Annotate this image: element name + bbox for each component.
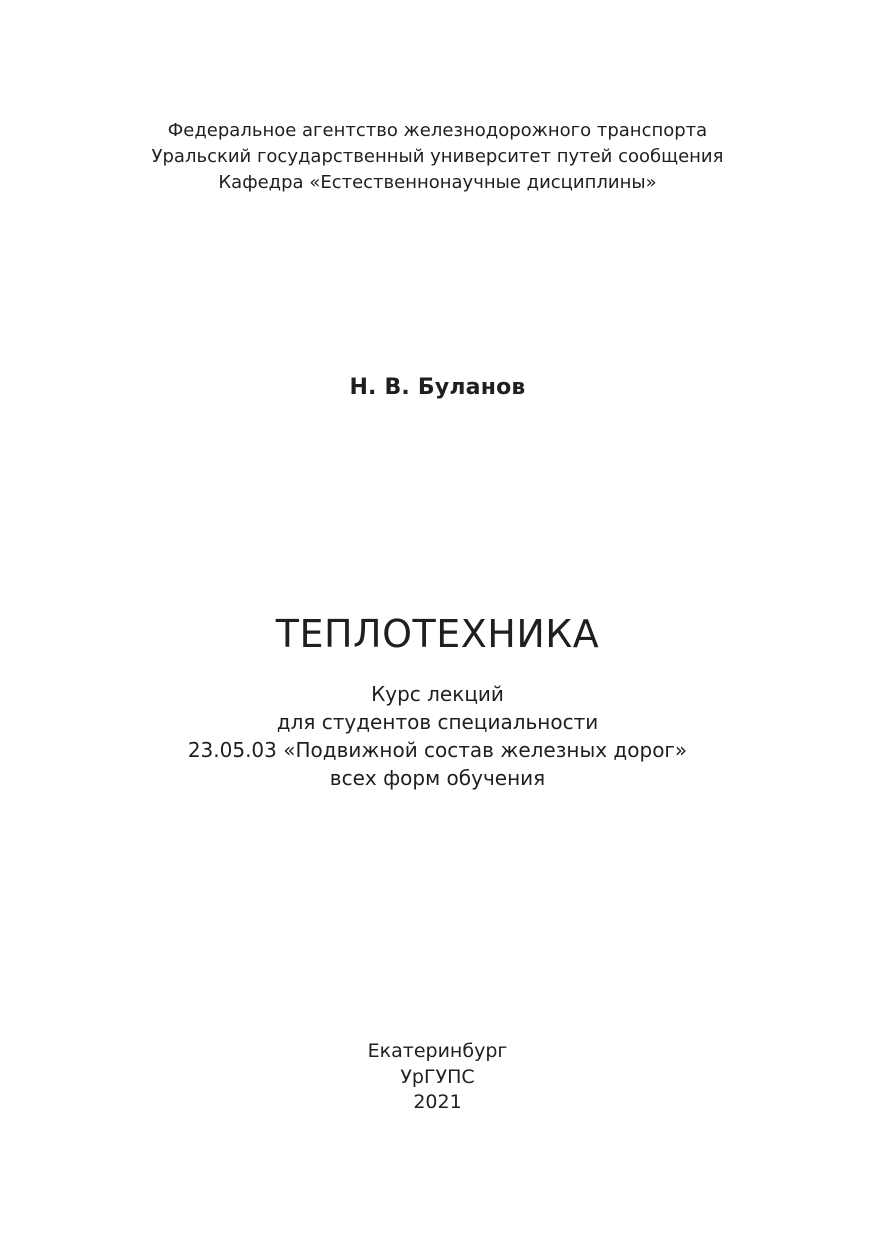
imprint [0, 1039, 875, 1116]
department-name: Кафедра «Естественнонаучные дисциплины» [218, 172, 657, 193]
subtitle-line-2: для студентов специальности [276, 710, 599, 734]
author-name: Н. В. Буланов [349, 375, 526, 400]
subtitle-line-4: всех форм обучения [329, 766, 546, 790]
imprint-publisher: УрГУПС [400, 1065, 475, 1088]
subtitle-line-1: Курс лекций [371, 682, 504, 706]
agency-name: Федеральное агентство железнодорожного транспорта [167, 120, 708, 141]
subtitle-line-3: 23.05.03 «Подвижной состав железных дорог» [187, 738, 688, 762]
document-title: ТЕПЛОТЕХНИКА [275, 612, 600, 656]
imprint-city: Екатеринбург [367, 1040, 508, 1062]
university-name: Уральский государственный университет путей сообщения [151, 146, 724, 167]
document-subtitle [0, 680, 875, 792]
imprint-year: 2021 [413, 1091, 462, 1113]
institution-header [0, 118, 875, 196]
